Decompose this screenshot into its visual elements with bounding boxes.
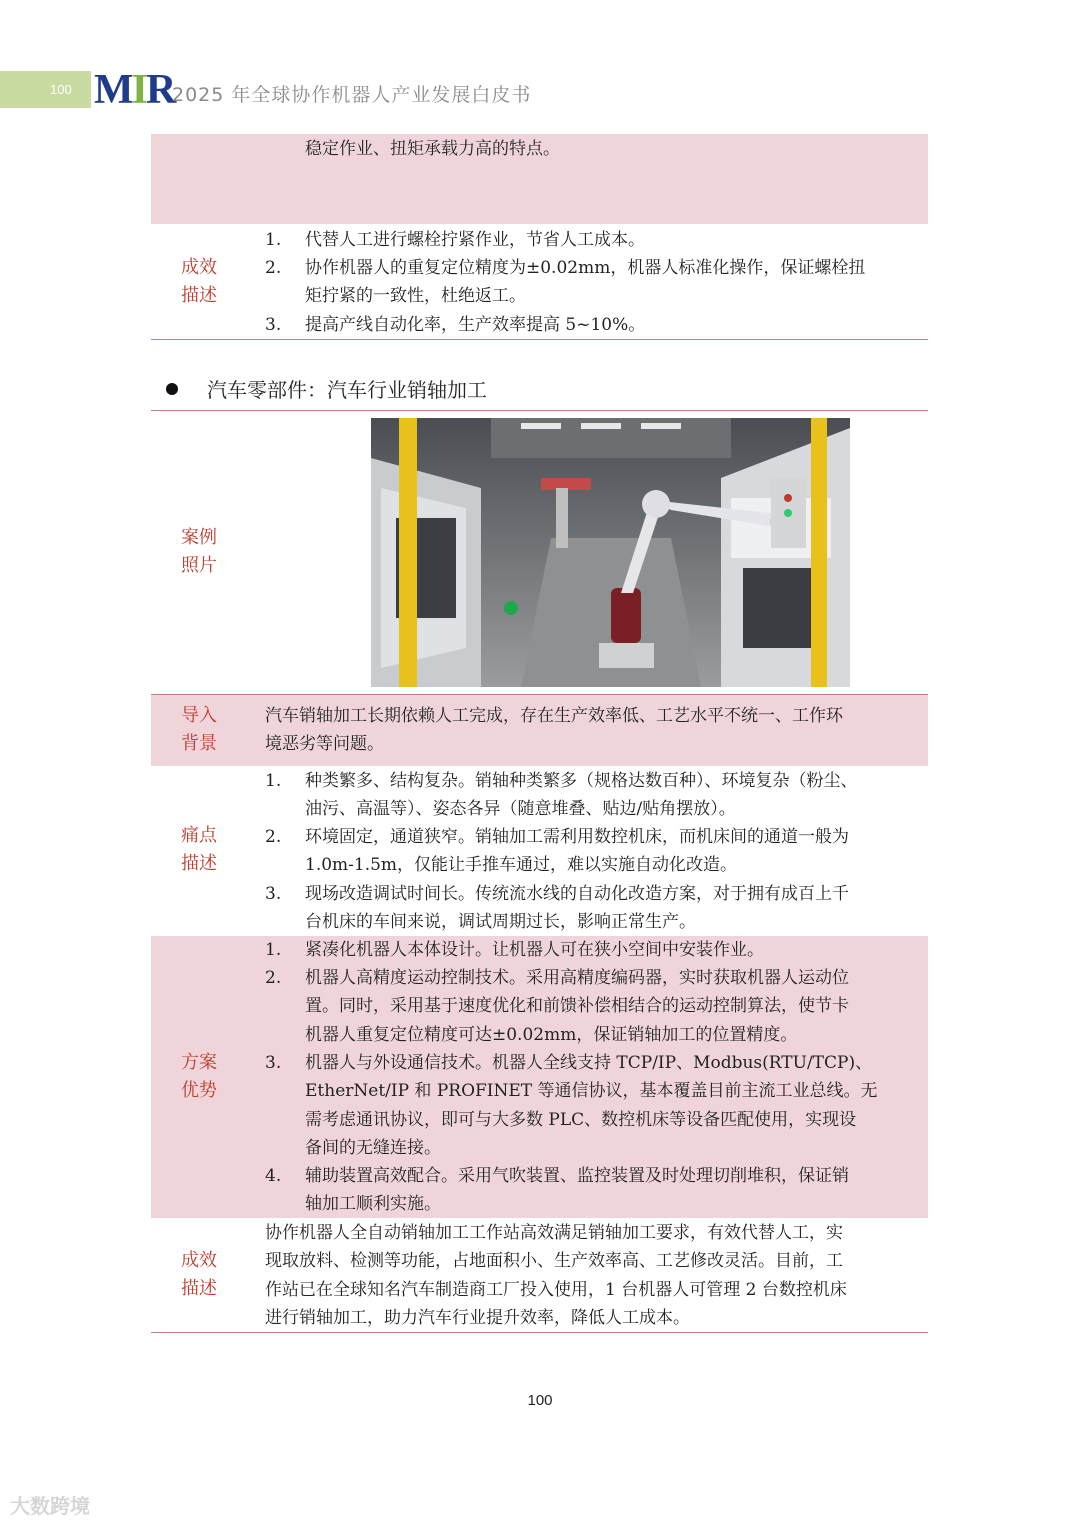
list-item: 辅助装置高效配合。采用气吹装置、监控装置及时处理切削堆积，保证销 — [305, 1166, 849, 1186]
list-item: 机器人重复定位精度可达±0.02mm，保证销轴加工的位置精度。 — [305, 1025, 798, 1045]
list-item: 需考虑通讯协议，即可与大多数 PLC、数控机床等设备匹配使用，实现设 — [305, 1110, 857, 1130]
table-bottom-rule — [151, 339, 928, 340]
result-text: 协作机器人全自动销轴加工工作站高效满足销轴加工要求，有效代替人工，实 — [265, 1223, 843, 1243]
pain-points-label: 痛点 描述 — [181, 825, 217, 874]
watermark: 大数跨境 — [10, 1494, 90, 1518]
prev-result-label: 成效 描述 — [181, 257, 217, 306]
list-number: 3. — [265, 1053, 282, 1073]
list-item: 代替人工进行螺栓拧紧作业，节省人工成本。 — [305, 230, 645, 250]
list-item: EtherNet/IP 和 PROFINET 等通信协议，基本覆盖目前主流工业总线。无 — [305, 1081, 878, 1101]
list-number: 1. — [265, 230, 282, 250]
list-item: 轴加工顺利实施。 — [305, 1194, 441, 1214]
list-number: 2. — [265, 258, 282, 278]
mir-logo: MIR — [94, 67, 175, 113]
background-text: 境恶劣等问题。 — [265, 734, 384, 754]
list-item: 台机床的车间来说，调试周期过长，影响正常生产。 — [305, 912, 696, 932]
background-label: 导入 背景 — [181, 705, 217, 754]
background-text: 汽车销轴加工长期依赖人工完成，存在生产效率低、工艺水平不统一、工作环 — [265, 706, 843, 726]
list-item: 置。同时，采用基于速度优化和前馈补偿相结合的运动控制算法，使节卡 — [305, 996, 849, 1016]
advantages-label: 方案 优势 — [181, 1052, 217, 1101]
list-item: 协作机器人的重复定位精度为±0.02mm，机器人标准化操作，保证螺栓扭 — [305, 258, 866, 278]
result-text: 现取放料、检测等功能，占地面积小、生产效率高、工艺修改灵活。目前，工 — [265, 1251, 843, 1271]
list-number: 3. — [265, 884, 282, 904]
table-top-rule — [151, 410, 928, 411]
section-title: 汽车零部件：汽车行业销轴加工 — [207, 378, 487, 402]
list-item: 提高产线自动化率，生产效率提高 5~10%。 — [305, 315, 646, 335]
bullet-icon — [166, 383, 178, 395]
result-text: 作站已在全球知名汽车制造商工厂投入使用，1 台机器人可管理 2 台数控机床 — [265, 1280, 847, 1300]
list-item: 紧凑化机器人本体设计。让机器人可在狭小空间中安装作业。 — [305, 940, 764, 960]
list-number: 4. — [265, 1166, 282, 1186]
page-number: 100 — [527, 1392, 553, 1409]
table-bottom-rule — [151, 1332, 928, 1333]
list-item: 机器人高精度运动控制技术。采用高精度编码器，实时获取机器人运动位 — [305, 968, 849, 988]
factory-robot-photo — [371, 418, 850, 687]
list-item: 环境固定，通道狭窄。销轴加工需利用数控机床，而机床间的通道一般为 — [305, 827, 849, 847]
document-title: 2025 年全球协作机器人产业发展白皮书 — [172, 84, 532, 106]
list-item: 种类繁多、结构复杂。销轴种类繁多（规格达数百种）、环境复杂（粉尘、 — [305, 771, 858, 791]
list-number: 3. — [265, 315, 282, 335]
list-item: 机器人与外设通信技术。机器人全线支持 TCP/IP、Modbus(RTU/TCP)、 — [305, 1053, 873, 1073]
page-tab: 100 — [0, 71, 91, 108]
prev-case-continued-text: 稳定作业、扭矩承载力高的特点。 — [305, 139, 560, 159]
list-item: 现场改造调试时间长。传统流水线的自动化改造方案，对于拥有成百上千 — [305, 884, 849, 904]
list-item: 油污、高温等）、姿态各异（随意堆叠、贴边/贴角摆放）。 — [305, 799, 736, 819]
list-item: 备间的无缝连接。 — [305, 1138, 441, 1158]
list-number: 1. — [265, 771, 282, 791]
result-text: 进行销轴加工，助力汽车行业提升效率，降低人工成本。 — [265, 1308, 690, 1328]
photo-label: 案例 照片 — [181, 527, 217, 576]
list-number: 2. — [265, 968, 282, 988]
result-label: 成效 描述 — [181, 1250, 217, 1299]
list-number: 1. — [265, 940, 282, 960]
list-number: 2. — [265, 827, 282, 847]
list-item: 矩拧紧的一致性，杜绝返工。 — [305, 286, 526, 306]
list-item: 1.0m-1.5m，仅能让手推车通过，难以实施自动化改造。 — [305, 855, 738, 875]
